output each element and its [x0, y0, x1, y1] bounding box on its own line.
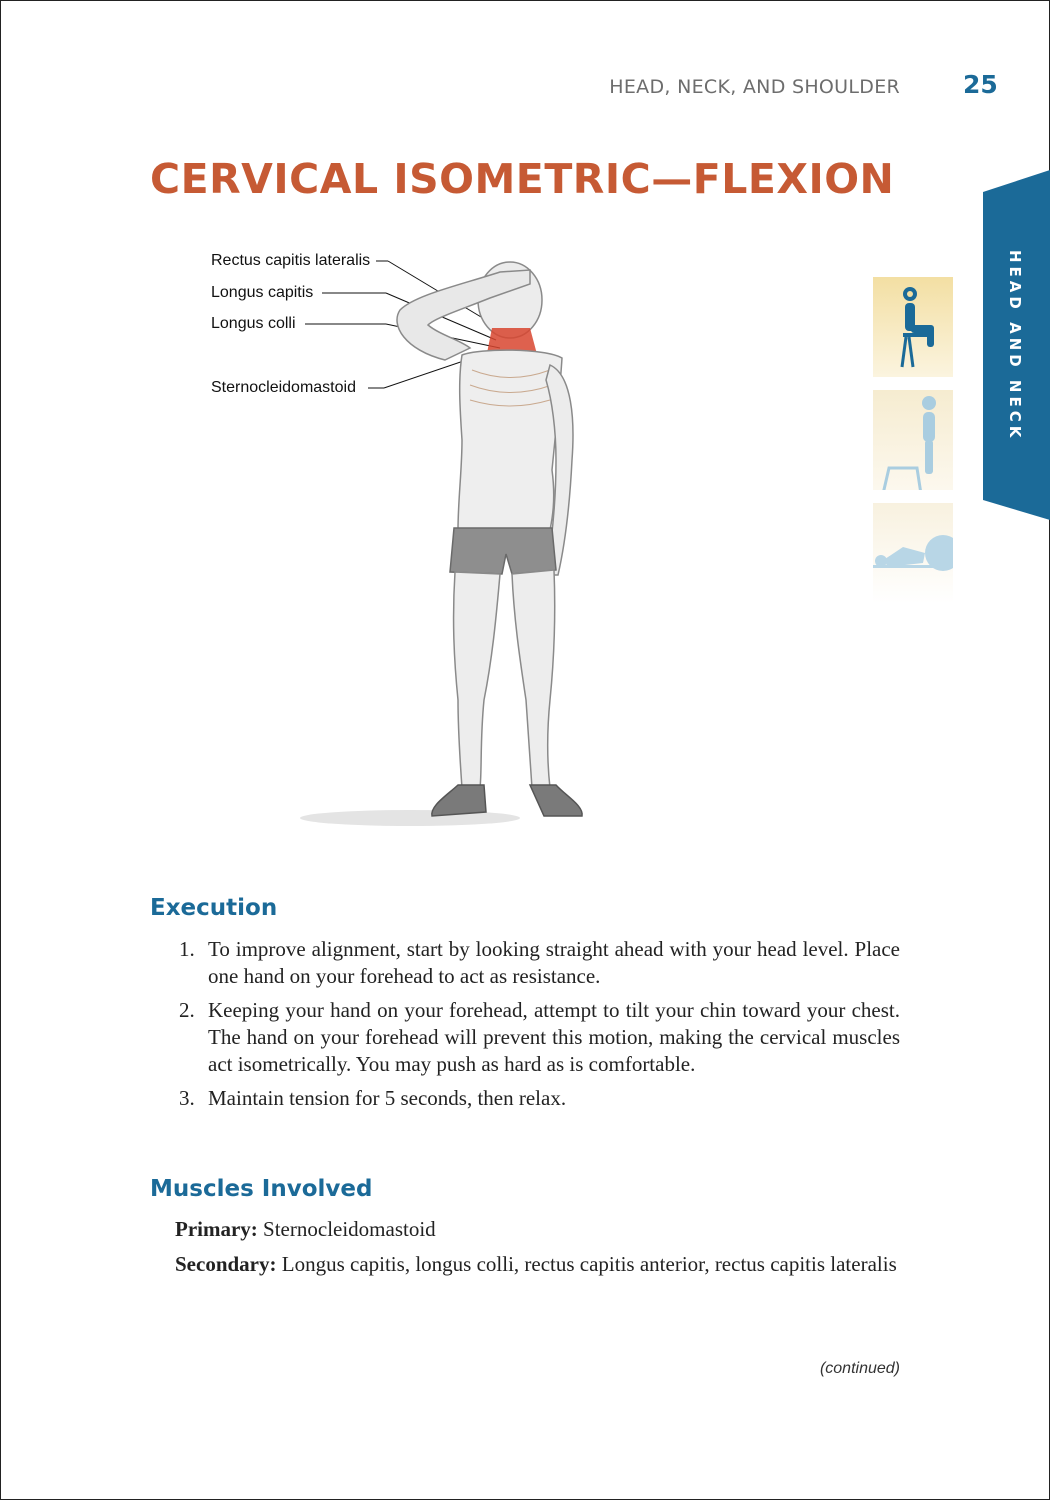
execution-step	[175, 1085, 900, 1112]
step-text: Keeping your hand on your forehead, attempt to tilt your chin toward your chest. The hand on your forehead will prevent this motion, making the cervical muscles act isometrically. You may push as hard as is comfortable.	[208, 998, 900, 1076]
callout-rectus-capitis-lateralis: Rectus capitis lateralis	[211, 252, 371, 269]
secondary-value: Longus capitis, longus colli, rectus capitis anterior, rectus capitis lateralis	[281, 1252, 897, 1276]
execution-heading: Execution	[150, 895, 278, 921]
running-head: HEAD, NECK, AND SHOULDER	[609, 76, 900, 98]
callout-longus-capitis: Longus capitis	[211, 284, 314, 301]
primary-muscles	[175, 1216, 900, 1243]
execution-step	[175, 936, 900, 990]
step-number: 2.	[179, 998, 195, 1022]
step-text: To improve alignment, start by looking straight ahead with your head level. Place one hand on your forehead to act as resistance.	[208, 937, 900, 988]
step-text: Maintain tension for 5 seconds, then relax.	[208, 1086, 567, 1110]
execution-step	[175, 997, 900, 1078]
callout-longus-colli: Longus colli	[211, 315, 296, 332]
page-title: CERVICAL ISOMETRIC—FLEXION	[150, 155, 895, 203]
primary-value: Sternocleidomastoid	[263, 1217, 436, 1241]
muscles-involved	[175, 1216, 900, 1286]
execution-steps	[175, 936, 900, 1119]
page-number: 25	[963, 70, 998, 99]
step-number: 3.	[179, 1086, 195, 1110]
standing-icon	[873, 390, 953, 490]
continued-note: (continued)	[819, 1360, 900, 1377]
exercise-type-icons	[873, 277, 953, 616]
seated-icon	[873, 277, 953, 377]
secondary-label: Secondary:	[175, 1252, 277, 1276]
side-tab-label: HEAD AND NECK	[1006, 250, 1024, 442]
primary-label: Primary:	[175, 1217, 258, 1241]
anatomy-illustration	[200, 240, 660, 840]
secondary-muscles	[175, 1251, 900, 1278]
floor-ball-icon	[873, 503, 953, 603]
callout-sternocleidomastoid: Sternocleidomastoid	[211, 379, 356, 396]
step-number: 1.	[179, 937, 195, 961]
muscles-heading: Muscles Involved	[150, 1176, 373, 1202]
